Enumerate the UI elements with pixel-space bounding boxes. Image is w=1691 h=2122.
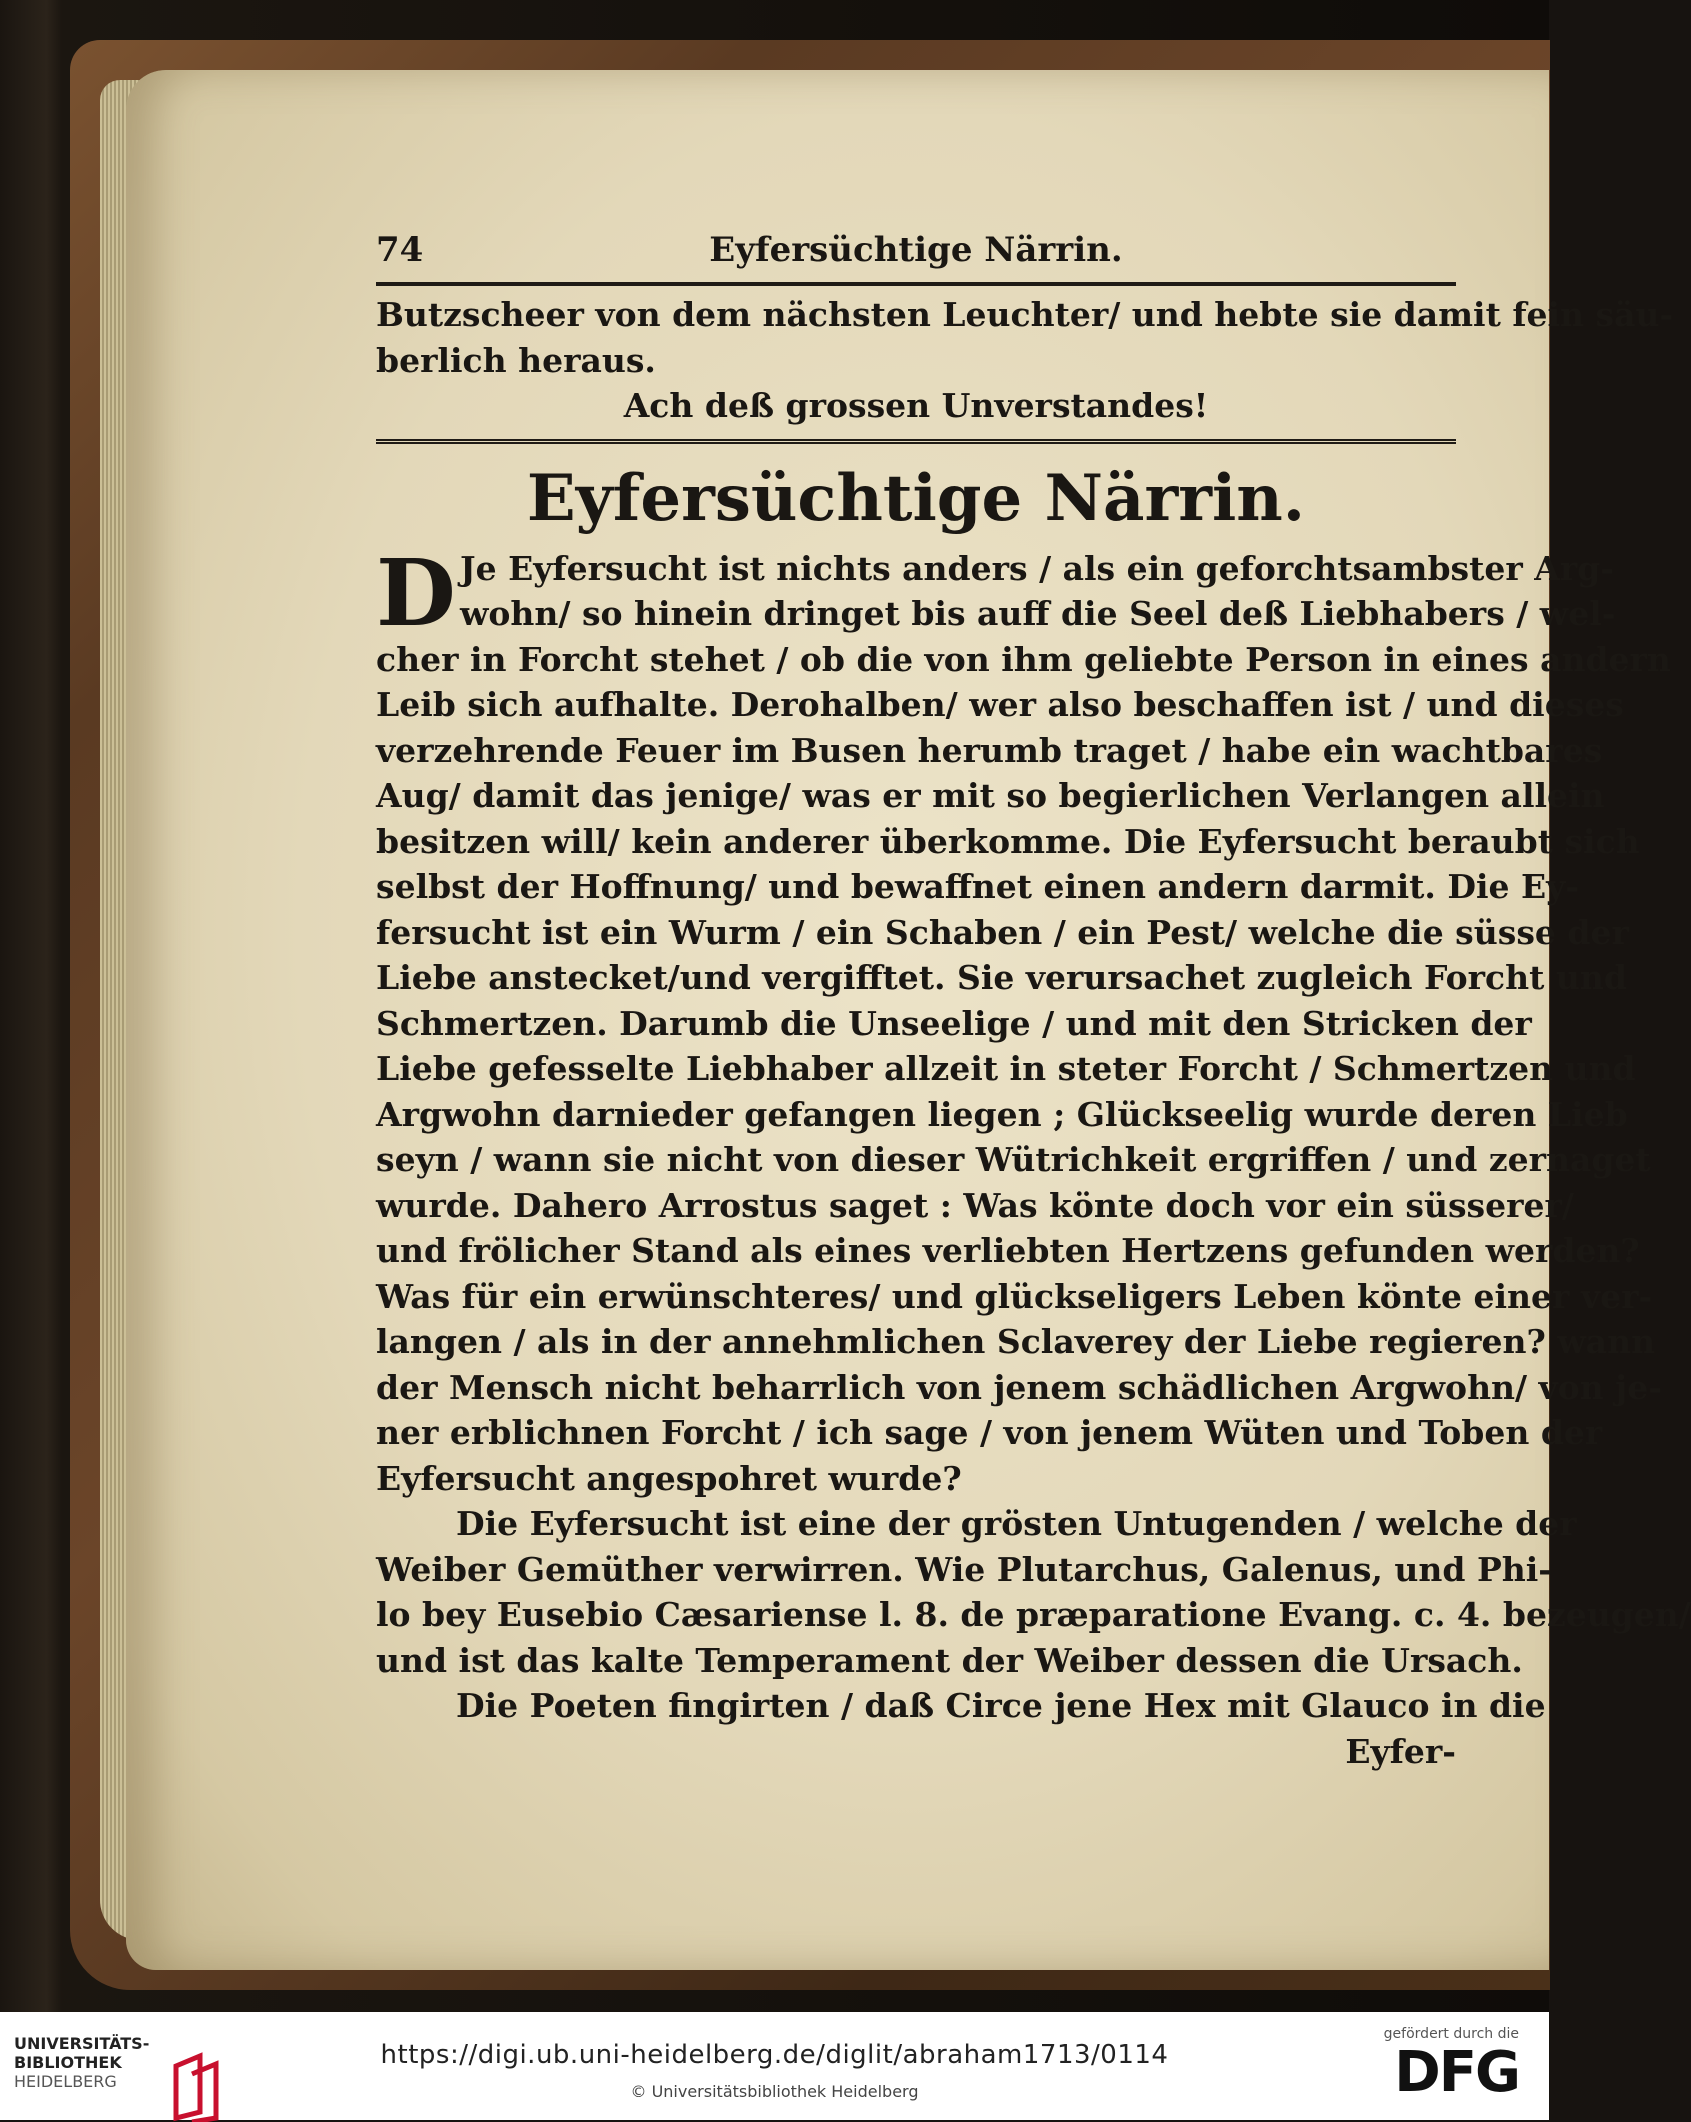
- exclamation-line: Ach deß grossen Unverstandes!: [623, 386, 1209, 425]
- text-line: Leib sich aufhalte. Derohalben/ wer also beschaffen ist / und dieses: [376, 685, 1624, 724]
- text-line: Die Eyfersucht ist eine der grösten Untugenden / welche der: [456, 1504, 1577, 1543]
- text-line: wurde. Dahero Arrostus saget : Was könte doch vor ein süsserer/: [376, 1185, 1574, 1225]
- text-line: ner erblichnen Forcht / ich sage / von jenem Wüten und Toben der: [376, 1413, 1603, 1452]
- running-head: [376, 230, 1456, 276]
- first-paragraph: [376, 538, 1616, 647]
- second-paragraph: [376, 1501, 1691, 1683]
- funder-block: [1379, 2026, 1519, 2104]
- page-content: [376, 230, 1691, 1774]
- catchword: Eyfer-: [1345, 1731, 1456, 1771]
- text-line: besitzen will/ kein anderer überkomme. Die Eyfersucht beraubt sich: [376, 821, 1640, 861]
- section-rule: [376, 439, 1456, 446]
- text-line: seyn / wann sie nicht von dieser Wütrichkeit ergriffen / und zernaget: [376, 1140, 1651, 1179]
- text-line: und frölicher Stand als eines verliebten Hertzens gefunden werden?: [376, 1231, 1640, 1270]
- funding-note: gefördert durch die: [1383, 2026, 1519, 2042]
- body-text: [376, 637, 1671, 1502]
- dfg-logo[interactable]: DFG: [1394, 2040, 1519, 2105]
- permalink-url[interactable]: https://digi.ub.uni-heidelberg.de/diglit/abraham1713/0114: [380, 2040, 1169, 2070]
- text-line: Weiber Gemüther verwirren. Wie Plutarchus, Galenus, und Phi-: [376, 1549, 1552, 1589]
- text-line: fersucht ist ein Wurm / ein Schaben / ein Pest/ welche die süsse der: [376, 912, 1629, 952]
- library-name: UNIVERSITÄTS-: [14, 2034, 150, 2053]
- text-line: Eyfersucht angespohret wurde?: [376, 1458, 962, 1498]
- text-line: Liebe anstecket/und vergifftet. Sie verursachet zugleich Forcht und: [376, 958, 1627, 997]
- library-city: HEIDELBERG: [14, 2072, 117, 2091]
- text-line: berlich heraus.: [376, 340, 656, 380]
- running-title: Eyfersüchtige Närrin.: [709, 230, 1123, 270]
- text-line: langen / als in der annehmlichen Sclaverey der Liebe regieren? wann: [376, 1322, 1656, 1361]
- third-paragraph: [376, 1683, 1546, 1729]
- text-line: selbst der Hoffnung/ und bewaffnet einen andern darmit. Die Ey-: [376, 867, 1580, 906]
- text-line: Die Poeten fingirten / daß Circe jene Hex mit Glauco in die: [456, 1686, 1546, 1725]
- text-line: wohn/ so hinein dringet bis auff die Seel deß Liebhabers / wel-: [460, 594, 1616, 633]
- library-name: BIBLIOTHEK: [14, 2053, 122, 2072]
- text-line: cher in Forcht stehet / ob die von ihm geliebte Person in eines andern: [376, 639, 1671, 679]
- copyright-notice: © Universitätsbibliothek Heidelberg: [630, 2082, 919, 2101]
- text-line: verzehrende Feuer im Busen herumb traget / habe ein wachtbares: [376, 730, 1603, 770]
- text-line: Liebe gefesselte Liebhaber allzeit in steter Forcht / Schmertzen und: [376, 1049, 1636, 1088]
- text-line: lo bey Eusebio Cæsariense l. 8. de præparatione Evang. c. 4. bezeugen/: [376, 1595, 1691, 1634]
- text-line: Schmertzen. Darumb die Unseelige / und mit den Stricken der: [376, 1003, 1532, 1043]
- text-line: Je Eyfersucht ist nichts anders / als ein geforchtsambster Arg-: [460, 548, 1615, 588]
- text-line: Aug/ damit das jenige/ was er mit so begierlichen Verlangen allein: [376, 776, 1605, 815]
- text-line: und ist das kalte Temperament der Weiber dessen die Ursach.: [376, 1640, 1523, 1680]
- page-number: 74: [376, 230, 424, 270]
- drop-cap: D: [376, 538, 456, 647]
- text-line: der Mensch nicht beharrlich von jenem schädlichen Argwohn/ von je-: [376, 1367, 1662, 1407]
- header-rule: [376, 282, 1456, 286]
- chapter-title: Eyfersüchtige Närrin.: [526, 460, 1306, 536]
- text-line: Argwohn darnieder gefangen liegen ; Glückseelig wurde deren Lieb: [376, 1094, 1628, 1134]
- text-line: Was für ein erwünschteres/ und glückseligers Leben könte einer ver-: [376, 1276, 1653, 1316]
- viewer-footer: [0, 2012, 1549, 2120]
- text-line: Butzscheer von dem nächsten Leuchter/ und hebte sie damit fein säu-: [376, 295, 1674, 334]
